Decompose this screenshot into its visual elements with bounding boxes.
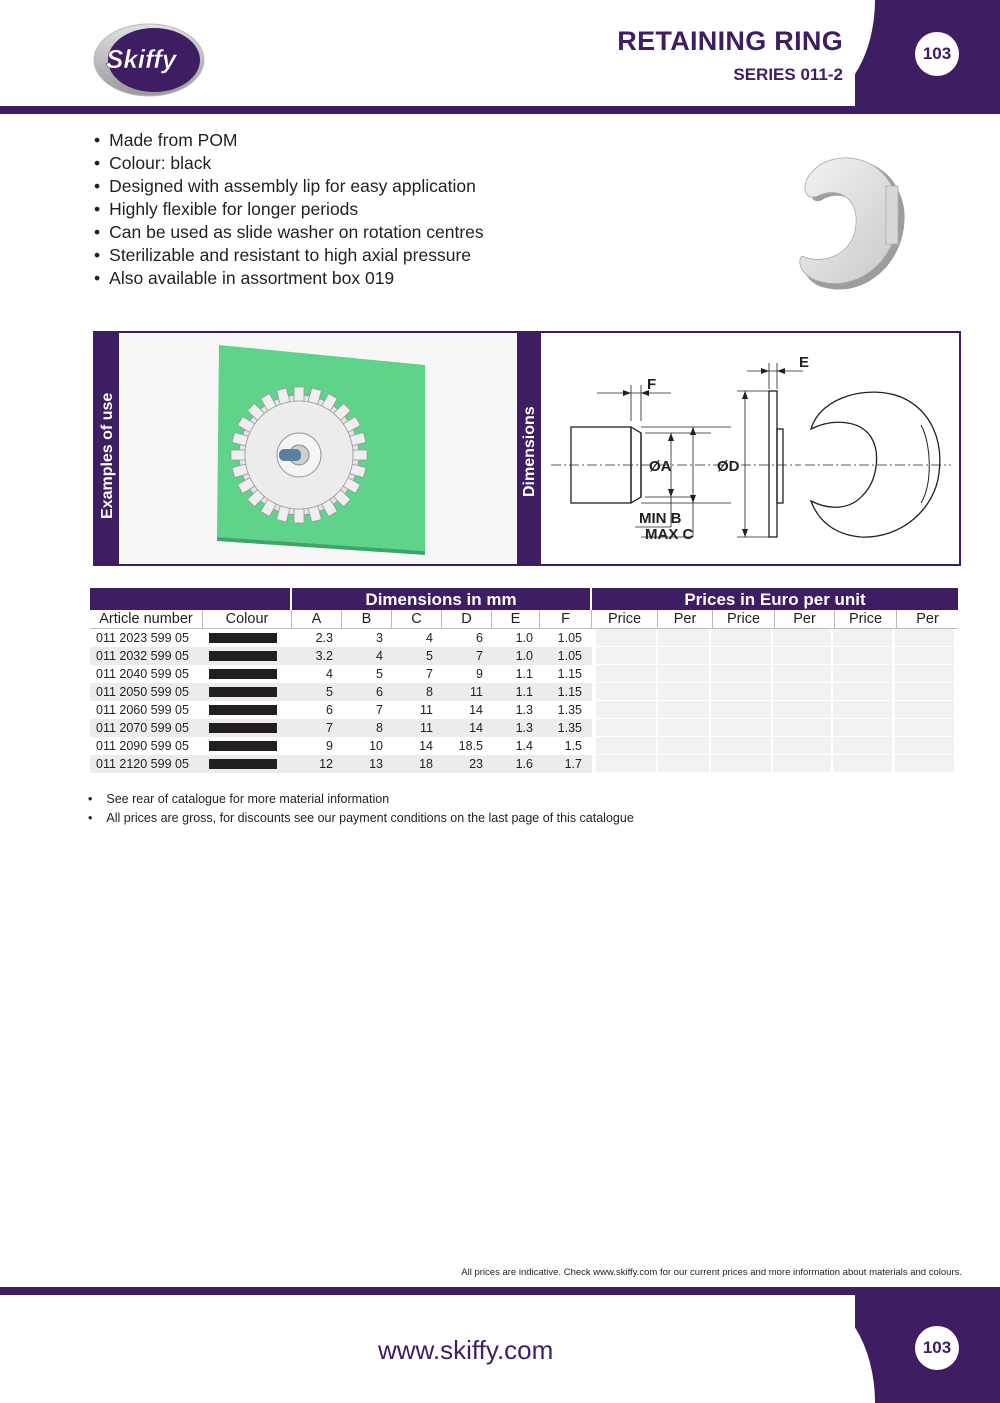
dim-d-cell: 18.5 (458, 739, 483, 753)
dim-c-cell: 7 (426, 667, 433, 681)
per-cell (895, 719, 954, 736)
dim-d-label: ØD (717, 458, 740, 475)
per-cell (773, 755, 831, 772)
dim-a-cell: 5 (326, 685, 333, 699)
feature-item: • Colour: black (94, 152, 484, 175)
table-row (90, 755, 958, 773)
dim-c-cell: 8 (426, 685, 433, 699)
colour-swatch (209, 723, 277, 733)
dim-b-cell: 4 (376, 649, 383, 663)
col-c: C (392, 610, 442, 629)
table-row (90, 629, 958, 647)
series-subtitle: SERIES 011-2 (733, 65, 843, 84)
dim-e-cell: 1.0 (515, 631, 533, 645)
dim-a-cell: 7 (326, 721, 333, 735)
per-cell (658, 701, 709, 718)
feature-item: • Sterilizable and resistant to high axial pressure (94, 244, 484, 267)
price-cell (833, 629, 892, 646)
colour-swatch (209, 633, 277, 643)
article-number-cell: 011 2060 599 05 (96, 703, 189, 717)
per-cell (658, 665, 709, 682)
price-cell (711, 629, 771, 646)
colour-swatch (209, 759, 277, 769)
svg-text:Skiffy: Skiffy (106, 44, 177, 74)
dim-d-cell: 11 (470, 685, 483, 699)
per-cell (895, 629, 954, 646)
dim-c-cell: 4 (426, 631, 433, 645)
dim-e-cell: 1.3 (515, 721, 533, 735)
col-price-2: Price (713, 610, 775, 629)
article-number-cell: 011 2032 599 05 (96, 649, 189, 663)
dim-d-cell: 7 (476, 649, 483, 663)
dim-c-cell: 11 (420, 703, 433, 717)
colour-swatch (209, 669, 277, 679)
examples-bar (95, 333, 119, 564)
colour-swatch (209, 741, 277, 751)
per-cell (895, 737, 954, 754)
per-cell (773, 647, 831, 664)
price-cell (833, 647, 892, 664)
dim-c-cell: 5 (426, 649, 433, 663)
dim-a-cell: 12 (319, 757, 333, 771)
dim-min-b-label: MIN B (639, 510, 682, 527)
usage-panel (93, 331, 961, 566)
price-cell (596, 647, 656, 664)
dim-b-cell: 6 (376, 685, 383, 699)
price-cell (711, 755, 771, 772)
dim-b-cell: 7 (376, 703, 383, 717)
dim-f-cell: 1.05 (557, 631, 582, 645)
header-strip (0, 106, 1000, 114)
feature-item: • Designed with assembly lip for easy application (94, 175, 484, 198)
price-cell (711, 683, 771, 700)
per-cell (658, 629, 709, 646)
table-row (90, 647, 958, 665)
footer-page-number-badge: 103 (915, 1326, 959, 1370)
col-price-1: Price (592, 610, 658, 629)
dim-e-cell: 1.1 (515, 685, 533, 699)
website-link[interactable]: www.skiffy.com (378, 1335, 554, 1365)
dim-c-cell: 14 (419, 739, 433, 753)
dim-d-cell: 23 (469, 757, 483, 771)
article-number-cell: 011 2040 599 05 (96, 667, 189, 681)
per-cell (895, 665, 954, 682)
product-table (90, 588, 958, 773)
price-cell (833, 737, 892, 754)
skiffy-logo (92, 20, 206, 100)
price-cell (596, 665, 656, 682)
dim-a-cell: 9 (326, 739, 333, 753)
col-e: E (492, 610, 540, 629)
col-f: F (540, 610, 592, 629)
col-d: D (442, 610, 492, 629)
col-b: B (342, 610, 392, 629)
colour-swatch (209, 687, 277, 697)
per-cell (773, 701, 831, 718)
table-row (90, 737, 958, 755)
price-cell (596, 629, 656, 646)
dim-e-cell: 1.4 (515, 739, 533, 753)
price-cell (711, 701, 771, 718)
blank-group-header (90, 588, 290, 610)
feature-item: • Highly flexible for longer periods (94, 198, 484, 221)
dim-d-cell: 14 (469, 703, 483, 717)
price-cell (596, 701, 656, 718)
per-cell (658, 737, 709, 754)
col-per-3: Per (916, 611, 939, 627)
article-number-cell: 011 2090 599 05 (96, 739, 189, 753)
price-cell (711, 665, 771, 682)
per-cell (658, 719, 709, 736)
prices-group-header: Prices in Euro per unit (592, 588, 958, 610)
article-number-cell: 011 2050 599 05 (96, 685, 189, 699)
dim-e-cell: 1.6 (515, 757, 533, 771)
per-cell (773, 629, 831, 646)
notes-list (88, 790, 634, 828)
examples-label: Examples of use (99, 392, 116, 519)
dim-d-cell: 14 (469, 721, 483, 735)
colour-swatch (209, 705, 277, 715)
price-cell (596, 683, 656, 700)
per-cell (658, 647, 709, 664)
dimension-drawing (541, 333, 959, 564)
price-cell (833, 701, 892, 718)
dim-f-cell: 1.05 (557, 649, 582, 663)
feature-item: • Made from POM (94, 129, 484, 152)
article-number-cell: 011 2120 599 05 (96, 757, 189, 771)
dim-f-cell: 1.35 (557, 721, 582, 735)
dim-b-cell: 8 (376, 721, 383, 735)
note-item: • See rear of catalogue for more material information (88, 790, 634, 809)
price-cell (711, 719, 771, 736)
table-body (90, 629, 958, 773)
example-gear-image (119, 333, 517, 564)
article-number-cell: 011 2070 599 05 (96, 721, 189, 735)
table-row (90, 701, 958, 719)
dimensions-label: Dimensions (521, 406, 538, 497)
feature-list (94, 129, 484, 290)
table-row (90, 719, 958, 737)
dim-f-cell: 1.15 (557, 667, 582, 681)
dim-c-cell: 18 (419, 757, 433, 771)
price-cell (596, 719, 656, 736)
table-row (90, 683, 958, 701)
table-column-header (90, 610, 958, 629)
per-cell (658, 755, 709, 772)
dim-e-cell: 1.0 (515, 649, 533, 663)
dim-b-cell: 5 (376, 667, 383, 681)
dim-a-cell: 4 (326, 667, 333, 681)
price-cell (596, 737, 656, 754)
dim-f-cell: 1.5 (564, 739, 582, 753)
col-article: Article number (90, 610, 203, 629)
price-cell (596, 755, 656, 772)
dim-a-cell: 6 (326, 703, 333, 717)
dim-b-cell: 13 (369, 757, 383, 771)
per-cell (773, 719, 831, 736)
price-cell (711, 647, 771, 664)
footer-strip (0, 1287, 1000, 1295)
dim-b-cell: 3 (376, 631, 383, 645)
dim-f-label: F (647, 376, 657, 393)
dim-d-cell: 6 (476, 631, 483, 645)
per-cell (773, 665, 831, 682)
per-cell (895, 647, 954, 664)
dim-d-cell: 9 (476, 667, 483, 681)
dim-f-cell: 1.7 (564, 757, 582, 771)
dim-max-c-label: MAX C (645, 526, 694, 543)
per-cell (895, 683, 954, 700)
per-cell (895, 701, 954, 718)
price-cell (833, 665, 892, 682)
note-item: • All prices are gross, for discounts see our payment conditions on the last page of this catalogue (88, 809, 634, 828)
per-cell (895, 755, 954, 772)
col-colour: Colour (203, 610, 292, 629)
page-number-badge: 103 (915, 32, 959, 76)
price-disclaimer: All prices are indicative. Check www.skiffy.com for our current prices and more information about materials and colours. (461, 1267, 962, 1278)
col-price-3: Price (835, 610, 897, 629)
table-row (90, 665, 958, 683)
page-title: RETAINING RING (617, 26, 843, 56)
per-cell (658, 683, 709, 700)
per-cell (773, 683, 831, 700)
price-cell (833, 755, 892, 772)
retaining-ring-image (798, 148, 910, 298)
dim-c-cell: 11 (420, 721, 433, 735)
col-per-1: Per (658, 610, 713, 629)
dim-e-label: E (799, 354, 810, 371)
price-cell (833, 719, 892, 736)
dim-a-label: ØA (649, 458, 672, 475)
dim-b-cell: 10 (369, 739, 383, 753)
col-a: A (292, 610, 342, 629)
dimensions-group-header: Dimensions in mm (292, 588, 590, 610)
per-cell (773, 737, 831, 754)
article-number-cell: 011 2023 599 05 (96, 631, 189, 645)
feature-item: • Also available in assortment box 019 (94, 267, 484, 290)
price-cell (833, 683, 892, 700)
dim-f-cell: 1.15 (557, 685, 582, 699)
dim-f-cell: 1.35 (557, 703, 582, 717)
dim-e-cell: 1.1 (515, 667, 533, 681)
table-group-header (90, 588, 958, 610)
dim-a-cell: 2.3 (315, 631, 333, 645)
dim-a-cell: 3.2 (315, 649, 333, 663)
colour-swatch (209, 651, 277, 661)
price-cell (711, 737, 771, 754)
feature-item: • Can be used as slide washer on rotation centres (94, 221, 484, 244)
dimensions-bar (517, 333, 541, 564)
dim-e-cell: 1.3 (515, 703, 533, 717)
col-per-2: Per (775, 610, 835, 629)
